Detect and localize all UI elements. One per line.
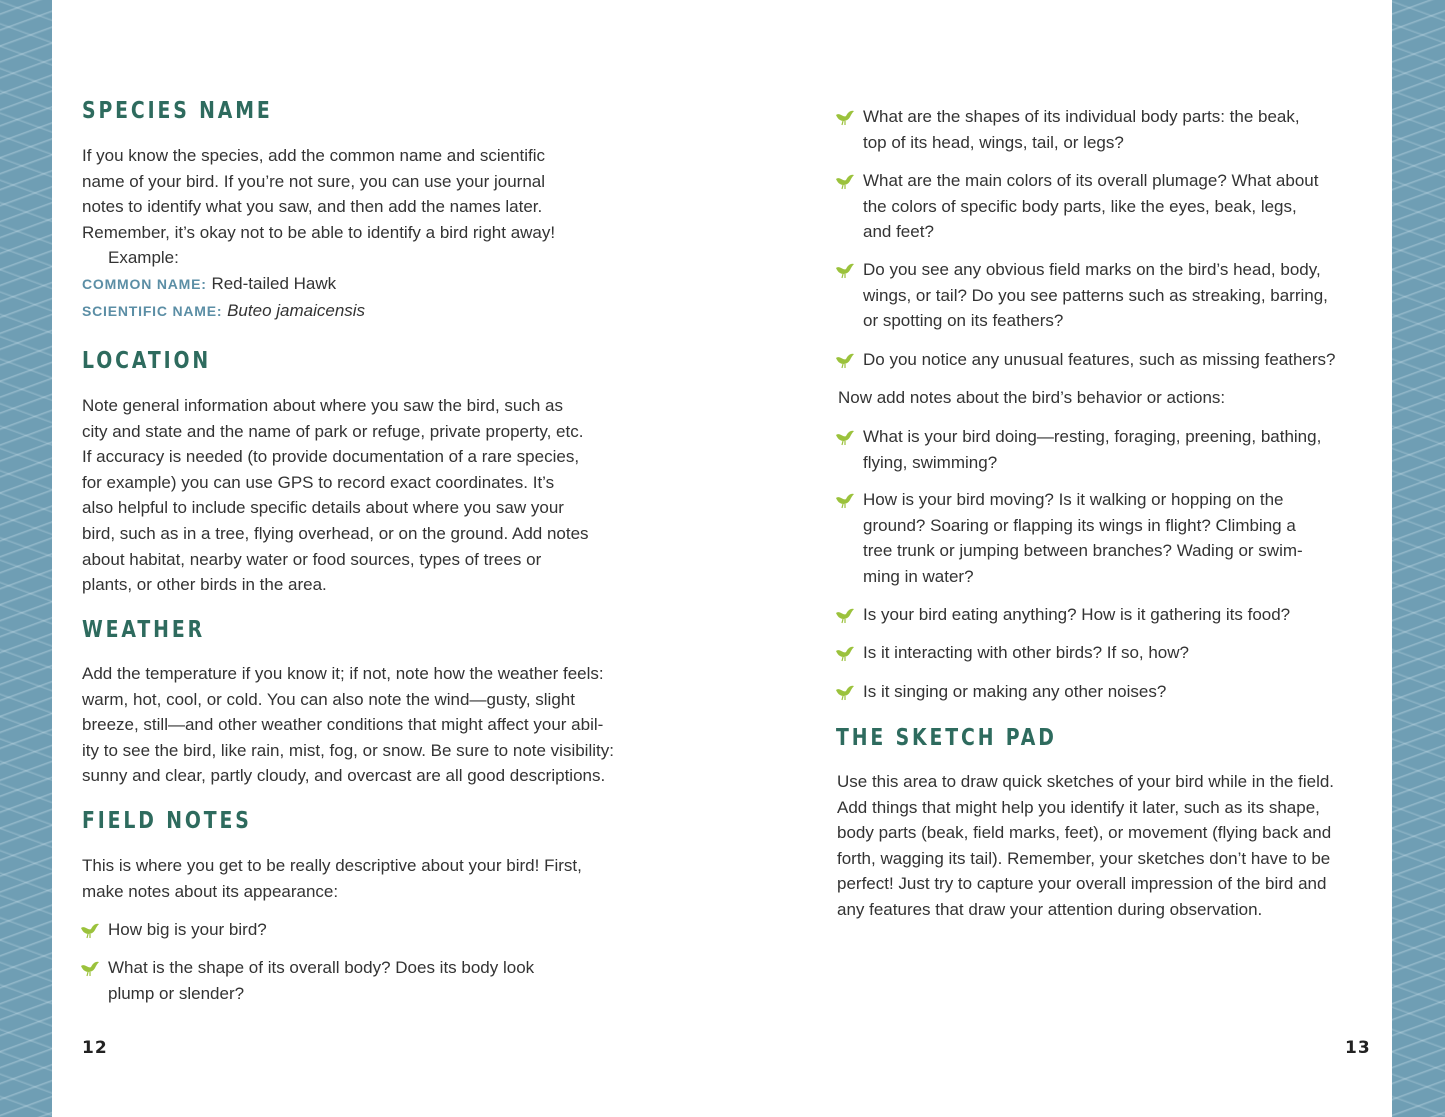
bullet-text: tree trunk or jumping between branches? Wading or swim- [863, 541, 1303, 561]
example-label: Example: [108, 248, 179, 268]
bullet-item [863, 640, 1189, 666]
bullet-text: What are the main colors of its overall plumage? What about [863, 171, 1319, 190]
bird-icon [79, 957, 101, 979]
species-text [82, 143, 555, 324]
bird-icon [79, 919, 101, 941]
right-page-edge-pattern [1392, 0, 1445, 1117]
bullet-item [108, 917, 267, 943]
common-name-row [82, 271, 555, 298]
text-line: Add things that might help you identify it later, such as its shape, [837, 797, 1320, 817]
bullet-text: ground? Soaring or flapping its wings in flight? Climbing a [863, 515, 1296, 535]
text-line: breeze, still—and other weather conditions that might affect your abil- [82, 715, 604, 735]
bullet-item [863, 679, 1166, 705]
text-line: Use this area to draw quick sketches of your bird while in the field. [837, 772, 1335, 791]
bullet-item [863, 104, 1300, 155]
bullet-item [863, 424, 1321, 475]
text-line: notes to identify what you saw, and then add the names later. [82, 197, 543, 217]
bird-icon [834, 106, 856, 128]
text-line: Remember, it’s okay not to be able to identify a bird right away! [82, 222, 556, 242]
bullet-text: or spotting on its feathers? [863, 311, 1064, 331]
text-line: bird, such as in a tree, flying overhead, or on the ground. Add notes [82, 523, 589, 543]
text-line: Note general information about where you saw the bird, such as [82, 396, 563, 415]
bullet-text: What is your bird doing—resting, foraging, preening, bathing, [863, 427, 1322, 446]
bullet-item [863, 257, 1328, 334]
bullet-text: Is it singing or making any other noises? [863, 682, 1167, 701]
text-line: plants, or other birds in the area. [82, 575, 327, 595]
text-line: name of your bird. If you’re not sure, you can use your journal [82, 171, 546, 191]
text-line: about habitat, nearby water or food sources, types of trees or [82, 549, 542, 569]
text-line: also helpful to include specific details about where you saw your [82, 498, 564, 518]
bullet-item [108, 955, 534, 1006]
common-name-value: Red-tailed Hawk [211, 273, 337, 293]
text-line: body parts (beak, field marks, feet), or movement (flying back and [837, 823, 1332, 843]
text-line: any features that draw your attention during observation. [837, 899, 1263, 919]
weather-text [82, 661, 614, 789]
sketch-pad-text [837, 769, 1334, 923]
scientific-name-value: Buteo jamaicensis [227, 300, 366, 320]
text-line: Add the temperature if you know it; if not, note how the weather feels: [82, 664, 604, 683]
text-line: make notes about its appearance: [82, 881, 339, 901]
bird-icon [834, 349, 856, 371]
bullet-text: Is your bird eating anything? How is it gathering its food? [863, 605, 1291, 624]
location-text [82, 393, 589, 598]
species-heading: SPECIES NAME [82, 98, 273, 124]
bullet-text: How big is your bird? [108, 920, 267, 939]
bird-icon [834, 170, 856, 192]
bird-icon [834, 489, 856, 511]
text-line: warm, hot, cool, or cold. You can also note the wind—gusty, slight [82, 689, 575, 709]
location-heading: LOCATION [82, 348, 212, 374]
page-number-right: 13 [1345, 1038, 1371, 1058]
text-line: for example) you can use GPS to record exact coordinates. It’s [82, 472, 555, 492]
text-line: This is where you get to be really descriptive about your bird! First, [82, 856, 582, 875]
text-line: Now add notes about the bird’s behavior or actions: [838, 388, 1226, 407]
bullet-item [863, 487, 1303, 589]
bullet-item [863, 347, 1336, 373]
bird-icon [834, 426, 856, 448]
text-line: If accuracy is needed (to provide documentation of a rare species, [82, 447, 580, 467]
bullet-text: Do you notice any unusual features, such as missing feathers? [863, 350, 1336, 369]
bullet-text: Is it interacting with other birds? If so, how? [863, 643, 1189, 662]
bullet-text: top of its head, wings, tail, or legs? [863, 132, 1124, 152]
scientific-name-label: SCIENTIFIC NAME: [82, 302, 223, 319]
bullet-item [863, 168, 1318, 245]
scientific-name-row [82, 298, 555, 325]
page-number-left: 12 [82, 1038, 108, 1058]
bullet-text: What are the shapes of its individual body parts: the beak, [863, 107, 1300, 126]
bullet-text: wings, or tail? Do you see patterns such as streaking, barring, [863, 285, 1328, 305]
left-page-edge-pattern [0, 0, 52, 1117]
bird-icon [834, 642, 856, 664]
bullet-text: ming in water? [863, 566, 974, 586]
bird-icon [834, 681, 856, 703]
behavior-intro [838, 385, 1225, 411]
text-line: perfect! Just try to capture your overall impression of the bird and [837, 874, 1327, 894]
bullet-text: Do you see any obvious field marks on the bird’s head, body, [863, 260, 1321, 279]
field-notes-heading: FIELD NOTES [82, 808, 252, 834]
bullet-item [863, 602, 1290, 628]
field-notes-text [82, 853, 582, 904]
bullet-text: plump or slender? [108, 983, 245, 1003]
bullet-text: the colors of specific body parts, like the eyes, beak, legs, [863, 196, 1297, 216]
bullet-text: How is your bird moving? Is it walking or hopping on the [863, 490, 1284, 509]
text-line: forth, wagging its tail). Remember, your sketches don’t have to be [837, 848, 1331, 868]
text-line: If you know the species, add the common name and scientific [82, 146, 546, 165]
weather-heading: WEATHER [82, 617, 205, 643]
bullet-text: flying, swimming? [863, 452, 998, 472]
bullet-text: What is the shape of its overall body? Does its body look [108, 958, 535, 977]
common-name-label: COMMON NAME: [82, 275, 207, 292]
sketch-pad-heading: THE SKETCH PAD [836, 725, 1057, 751]
bird-icon [834, 259, 856, 281]
text-line: city and state and the name of park or refuge, private property, etc. [82, 421, 584, 441]
bullet-text: and feet? [863, 222, 934, 242]
bird-icon [834, 604, 856, 626]
text-line: ity to see the bird, like rain, mist, fog, or snow. Be sure to note visibility: [82, 740, 614, 760]
text-line: sunny and clear, partly cloudy, and overcast are all good descriptions. [82, 766, 606, 786]
